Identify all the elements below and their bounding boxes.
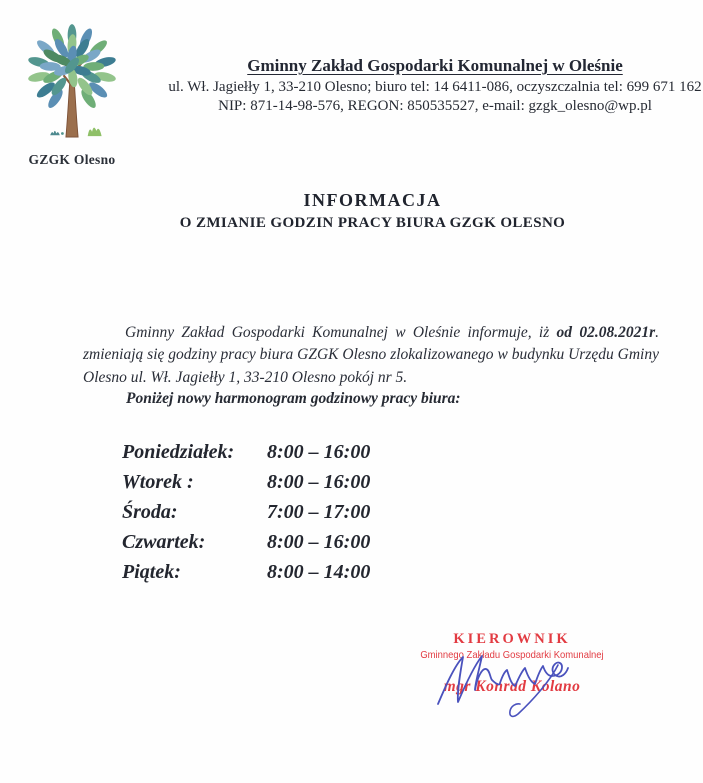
tree-logo-icon bbox=[24, 22, 120, 144]
intro-paragraph bbox=[83, 322, 659, 390]
schedule-hours: 8:00 – 14:00 bbox=[267, 560, 371, 583]
logo-block bbox=[22, 22, 122, 168]
schedule-row bbox=[122, 467, 422, 497]
schedule-table bbox=[122, 437, 422, 587]
signer-organization: Gminnego Zakładu Gospodarki Komunalnej bbox=[420, 649, 604, 661]
intro-text-1: Gminny Zakład Gospodarki Komunalnej w Oleśnie informuje, iż bbox=[125, 323, 557, 341]
registry-line: NIP: 871-14-98-576, REGON: 850535527, e-mail: gzgk_olesno@wp.pl bbox=[218, 98, 652, 114]
schedule-hours: 7:00 – 17:00 bbox=[267, 500, 371, 523]
letterhead bbox=[160, 56, 703, 116]
logo-caption: GZGK Olesno bbox=[28, 152, 116, 167]
schedule-row bbox=[122, 527, 422, 557]
schedule-row bbox=[122, 557, 422, 587]
title-block bbox=[40, 190, 703, 232]
schedule-day: Poniedziałek: bbox=[122, 440, 235, 463]
schedule-day: Piątek: bbox=[122, 560, 181, 583]
organization-name: Gminny Zakład Gospodarki Komunalnej w Oleśnie bbox=[247, 56, 623, 75]
schedule-day: Środa: bbox=[122, 500, 178, 523]
schedule-hours: 8:00 – 16:00 bbox=[267, 530, 371, 553]
effective-date: od 02.08.2021r bbox=[556, 323, 656, 341]
schedule-row bbox=[122, 497, 422, 527]
signature-stamp bbox=[402, 631, 622, 696]
schedule-row bbox=[122, 437, 422, 467]
document-subtitle: O ZMIANIE GODZIN PRACY BIURA GZGK OLESNO bbox=[179, 215, 566, 231]
schedule-hours: 8:00 – 16:00 bbox=[267, 470, 371, 493]
address-line: ul. Wł. Jagiełły 1, 33-210 Olesno; biuro tel: 14 6411-086, oczyszczalnia tel: 699 671 162 bbox=[168, 79, 702, 95]
schedule-hours: 8:00 – 16:00 bbox=[267, 440, 371, 463]
schedule-day: Czwartek: bbox=[122, 530, 206, 553]
signer-name: mgr Konrad Kolano bbox=[443, 678, 581, 695]
document-title: INFORMACJA bbox=[303, 190, 442, 210]
intro-text-2: . zmieniają się godziny pracy biura GZGK Olesno zlokalizowanego w budynku Urzędu Gminy Olesno ul. Wł. Jagiełły 1, 33-210 Olesno pokój nr 5. bbox=[83, 323, 659, 386]
signer-role: KIEROWNIK bbox=[453, 631, 571, 647]
schedule-heading: Poniżej nowy harmonogram godzinowy pracy biura: bbox=[126, 390, 461, 407]
schedule-day: Wtorek : bbox=[122, 470, 194, 493]
